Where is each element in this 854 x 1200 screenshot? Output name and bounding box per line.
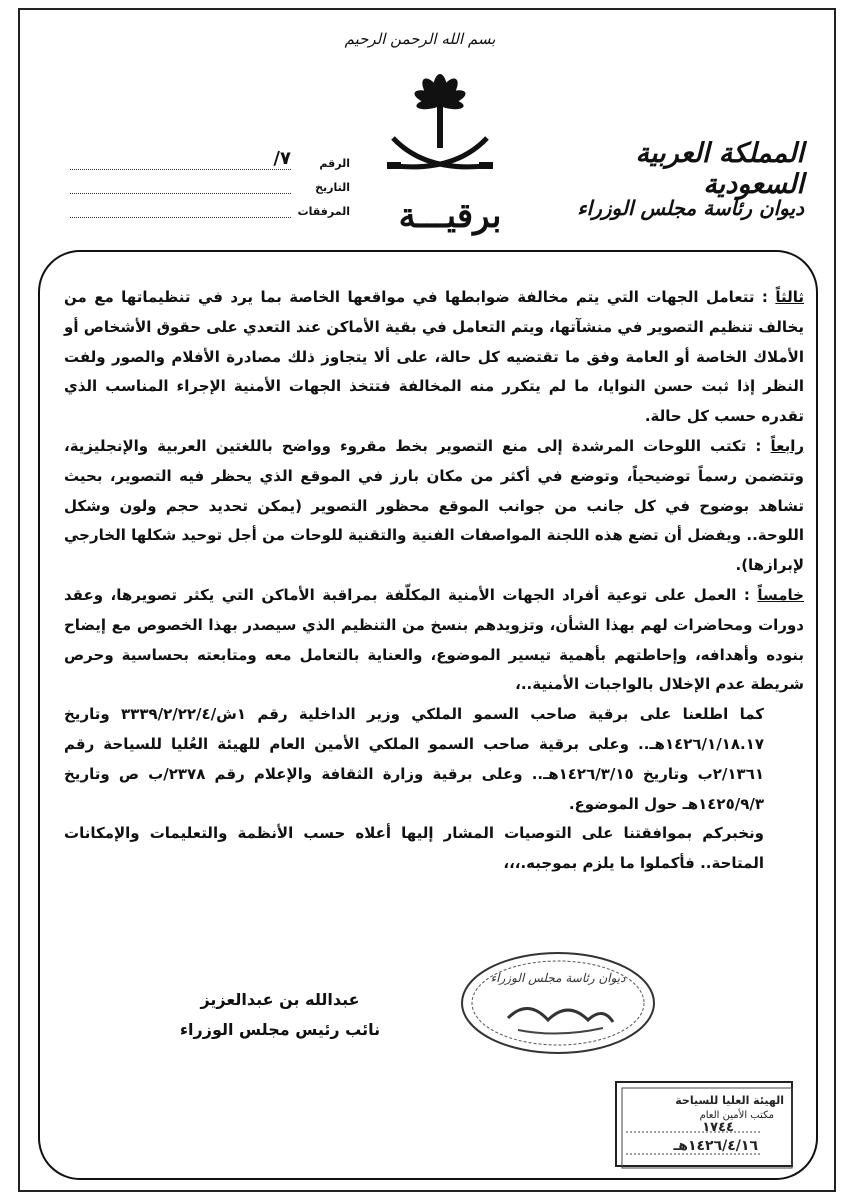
letter-body xyxy=(64,283,804,879)
official-seal xyxy=(458,948,658,1058)
reference-date-line xyxy=(70,179,291,194)
paragraph-fifth-label: خامساً xyxy=(757,585,804,604)
reference-attachments-line xyxy=(70,203,291,218)
reference-date-row xyxy=(70,170,350,194)
reference-number-row xyxy=(70,146,350,170)
paragraph-references: كما اطلعنا على برقية صاحب السمو الملكي وزير الداخلية رقم ١ش/٣٣٣٩/٢/٢٢/٤ وتاريخ ١٤٢٦/١/١٨.١٧هـ.. وعلى برقية صاحب السمو الملكي الأمين العام للهيئة العُليا للسياحة رقم ٢/١٣٦١ب وتاريخ ١٤٢٦/٣/١٥هـ.. وعلى برقية وزارة الثقافة والإعلام رقم ٢٣٧٨/ب ص وتاريخ ١٤٢٥/٩/٣هـ حول الموضوع. xyxy=(64,705,765,813)
paragraph-closing: ونخبركم بموافقتنا على التوصيات المشار إليها أعلاه حسب الأنظمة والتعليمات والإمكانات المتاحة.. فأكملوا ما يلزم بموجبه.،،، xyxy=(64,824,764,873)
basmala: بسم الله الرحمن الرحيم xyxy=(344,30,496,48)
saudi-emblem-icon xyxy=(385,68,495,183)
paragraph-fourth-text: : تكتب اللوحات المرشدة إلى منع التصوير بخط مقروء وواضح باللغتين العربية والإنجليزية، وتتضمن رسماً توضيحياً، وتوضع في أكثر من مكان بارز في الموقع الذي يحظر فيه التصوير، بحيث تشاهد بوضوح في كل جانب من جوانب الموقع محظور التصوير (يمكن تحديد حجم ولون وشكل اللوحة.. ويفضل أن تضع هذه اللجنة المواصفات الفنية والتقنية للوحات من أجل توحيد شكلها الخارجي لإبرازها). xyxy=(64,436,804,575)
reference-fields xyxy=(70,146,350,218)
received-stamp xyxy=(612,1076,798,1172)
reference-number-value: ٧/ xyxy=(273,148,291,169)
seal-text: ديوان رئاسة مجلس الوزراء xyxy=(490,971,626,985)
diwan-name: ديوان رئاسة مجلس الوزراء xyxy=(577,196,804,220)
stamp-number: ١٧٤٤ xyxy=(702,1120,734,1135)
stamp-date: ١٤٢٦/٤/١٦هـ xyxy=(673,1138,758,1154)
reference-attachments-row xyxy=(70,194,350,218)
paragraph-third-text: : تتعامل الجهات التي يتم مخالفة ضوابطها في مواقعها الخاصة بما يرد في تنظيماتها مع من يخالف تنظيم التصوير في منشآتها، ويتم التعامل في بقية الأماكن عند التعدي على حقوق الأشخاص أو الأملاك الخاصة أو العامة وفق ما تقتضيه كل حالة، على ألا يتجاوز ذلك مصادرة الأفلام والصور ولفت النظر إذا ثبت حسن النوايا، ما لم يتكرر منه المخالفة فتتخذ الجهات الأمنية الإجراء المناسب الذي تقدره حسب كل حالة. xyxy=(64,288,804,426)
reference-number-line xyxy=(70,148,291,170)
paragraph-fourth xyxy=(64,432,804,581)
paragraph-third-label: ثالثاً xyxy=(775,288,804,306)
signatory-name: عبدالله بن عبدالعزيز xyxy=(200,990,360,1009)
reference-date-label: التاريخ xyxy=(315,181,350,194)
document-type-title: برقيـــة xyxy=(398,196,502,236)
stamp-authority: الهيئة العليا للسياحة xyxy=(675,1094,784,1107)
stamp-office: مكتب الأمين العام xyxy=(699,1110,774,1121)
paragraph-third xyxy=(64,283,804,432)
reference-number-label: الرقم xyxy=(319,157,350,170)
kingdom-name: المملكة العربية السعودية xyxy=(635,138,804,200)
signatory-title: نائب رئيس مجلس الوزراء xyxy=(179,1020,381,1039)
reference-attachments-label: المرفقات xyxy=(297,205,350,218)
paragraph-fifth-text: : العمل على توعية أفراد الجهات الأمنية المكلّفة بمراقبة الأماكن التي يكثر تصويرها، وعقد دورات ومحاضرات لهم بهذا الشأن، وتزويدهم بنسخ من التنظيم الذي سيصدر بهذا الخصوص مع إيضاح بنوده وأهدافه، وإحاطتهم بأهمية تيسير الموضوع، والعناية بالتعامل معه ومتابعته بحساسية وحرص شريطة عدم الإخلال بالواجبات الأمنية..، xyxy=(64,585,804,694)
paragraph-fifth xyxy=(64,581,804,700)
paragraph-fourth-label: رابعاً xyxy=(770,436,804,455)
